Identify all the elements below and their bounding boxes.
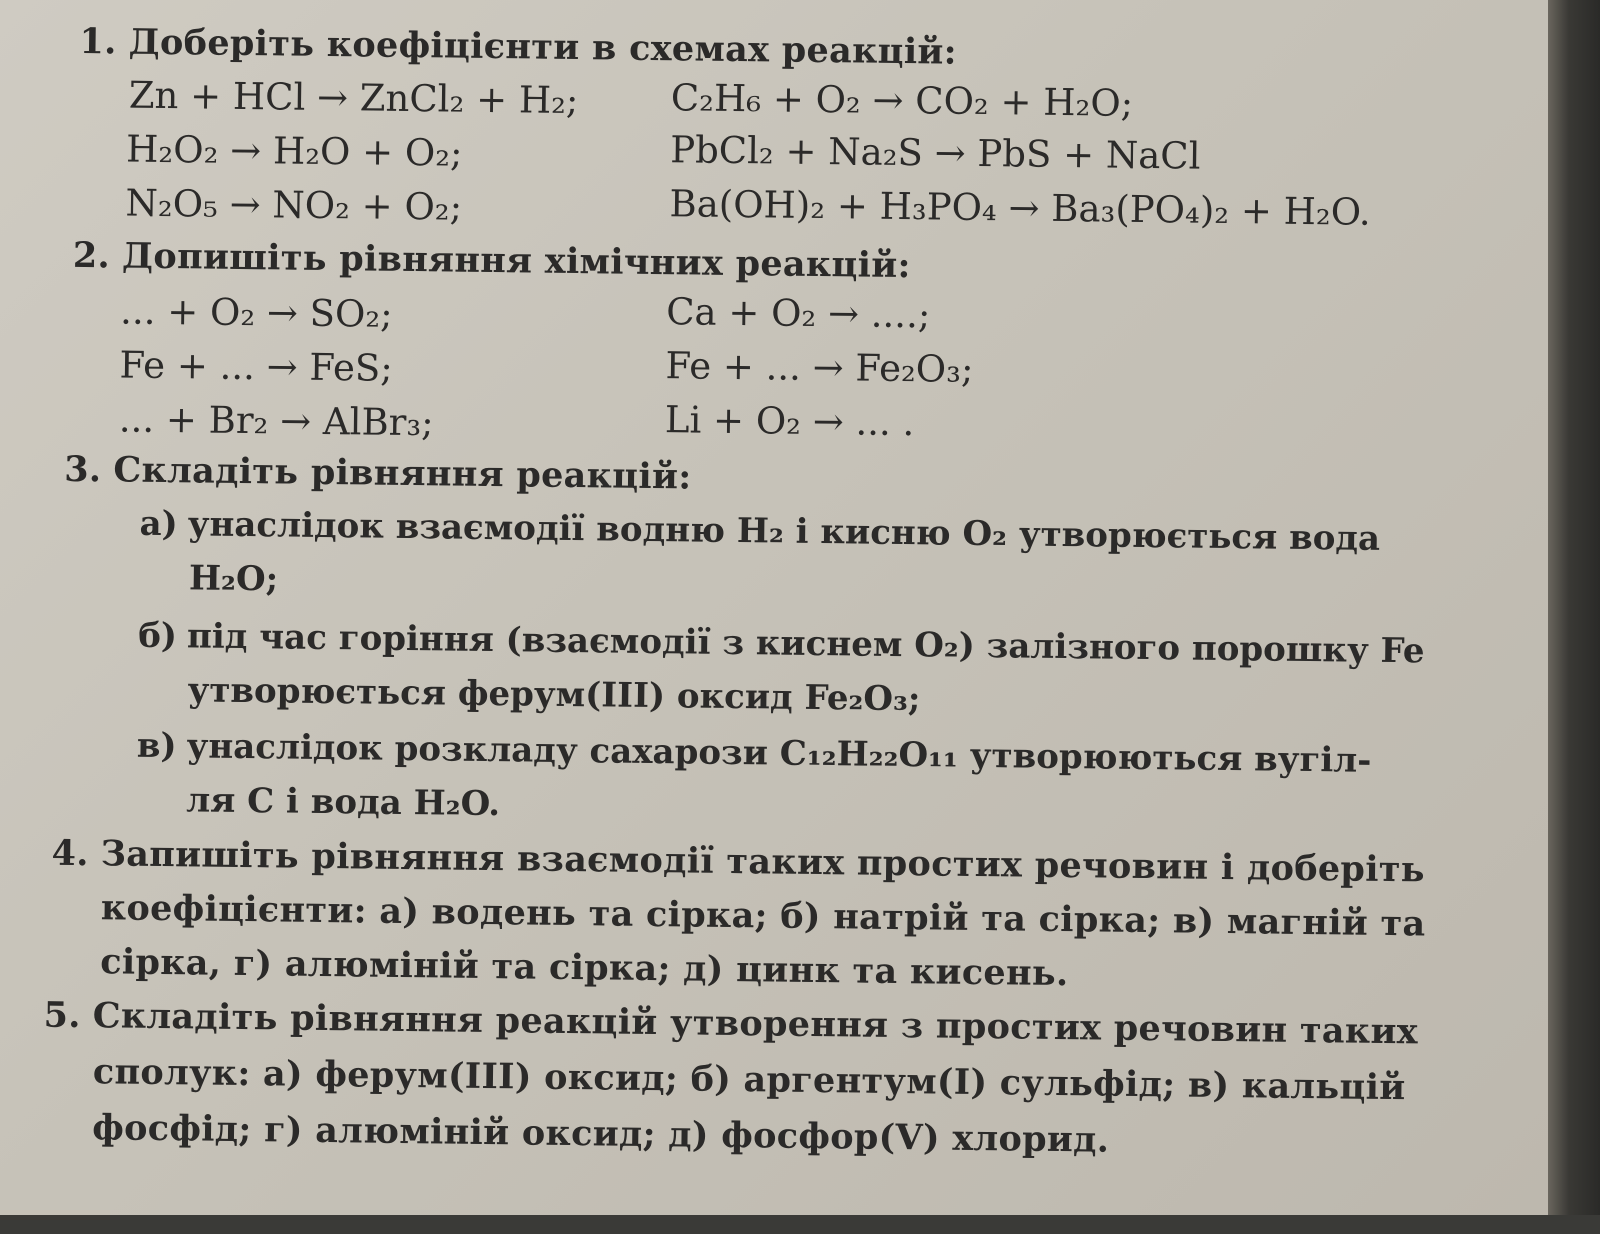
task-3-item-a-line-2: H₂O; bbox=[188, 558, 279, 600]
task-4-line-1 bbox=[51, 833, 1425, 891]
task-1-equation-left-1: Zn + HCl → ZnCl₂ + H₂; bbox=[128, 73, 579, 123]
task-2-equation-right-1: Ca + O₂ → ....; bbox=[665, 290, 931, 337]
task-5-line-3: фосфід; г) алюміній оксид; д) фосфор(V) хлорид. bbox=[91, 1107, 1110, 1161]
task-1-equation-left-3: N₂O₅ → NO₂ + O₂; bbox=[125, 181, 463, 229]
task-4-text-1: Запишіть рівняння взаємодії таких простих речовин і доберіть bbox=[100, 833, 1426, 891]
task-1-equation-right-3: Ba(OH)₂ + H₃PO₄ → Ba₃(PO₄)₂ + H₂O. bbox=[669, 182, 1371, 234]
task-2-title: Допишіть рівняння хімічних реакцій: bbox=[121, 235, 911, 287]
task-3-item-a-line-1 bbox=[139, 504, 1380, 559]
task-1-title: Доберіть коефіцієнти в схемах реакцій: bbox=[128, 21, 958, 73]
task-2-equation-right-3: Li + O₂ → ... . bbox=[664, 398, 915, 445]
task-2-equation-left-1: ... + O₂ → SO₂; bbox=[119, 289, 393, 336]
task-1-number: 1. bbox=[79, 20, 117, 63]
task-2-equation-left-3: ... + Br₂ → AlBr₃; bbox=[118, 397, 434, 445]
task-2-equation-right-2: Fe + ... → Fe₂O₃; bbox=[665, 344, 974, 391]
task-4-number: 4. bbox=[51, 832, 89, 875]
task-2-heading bbox=[73, 235, 911, 286]
task-5-number: 5. bbox=[43, 994, 81, 1037]
task-3-item-b-line-1 bbox=[138, 616, 1425, 672]
task-3-title: Складіть рівняння реакцій: bbox=[113, 449, 692, 498]
task-3-item-c-text: унаслідок розкладу сахарози C₁₂H₂₂O₁₁ утворюються вугіл- bbox=[186, 726, 1372, 781]
page-edge-shadow bbox=[1548, 0, 1600, 1215]
task-5-line-1 bbox=[43, 995, 1418, 1053]
task-3-item-a-letter: а) bbox=[139, 503, 178, 545]
task-4-line-3: сірка, г) алюміній та сірка; д) цинк та кисень. bbox=[100, 941, 1069, 995]
task-1-heading bbox=[79, 21, 957, 73]
task-1-equation-right-2: PbCl₂ + Na₂S → PbS + NaCl bbox=[669, 128, 1201, 178]
task-3-item-c-line-2: ля C і вода H₂O. bbox=[185, 780, 501, 825]
task-3-number: 3. bbox=[64, 448, 102, 491]
task-4-line-2: коефіцієнти: а) водень та сірка; б) натрій та сірка; в) магній та bbox=[100, 887, 1426, 945]
task-1-equation-left-2: H₂O₂ → H₂O + O₂; bbox=[125, 127, 463, 175]
task-3-heading bbox=[64, 449, 692, 498]
task-2-equation-left-2: Fe + ... → FeS; bbox=[119, 343, 394, 390]
task-3-item-a-text: унаслідок взаємодії водню H₂ і кисню O₂ утворюється вода bbox=[187, 504, 1381, 559]
task-3-item-c-line-1 bbox=[137, 726, 1372, 781]
task-2-number: 2. bbox=[72, 234, 111, 277]
task-3-item-b-letter: б) bbox=[137, 615, 178, 657]
task-3-item-b-text: під час горіння (взаємодії з киснем O₂) залізного порошку Fe bbox=[186, 616, 1425, 672]
task-3-item-b-line-2: утворюється ферум(III) оксид Fe₂O₃; bbox=[187, 670, 921, 720]
task-1-equation-right-1: C₂H₆ + O₂ → CO₂ + H₂O; bbox=[670, 76, 1134, 125]
task-5-line-2: сполук: а) ферум(III) оксид; б) аргентум(I) сульфід; в) кальцій bbox=[92, 1051, 1406, 1109]
task-3-item-c-letter: в) bbox=[136, 725, 177, 767]
task-5-text-1: Складіть рівняння реакцій утворення з простих речовин таких bbox=[92, 995, 1419, 1053]
